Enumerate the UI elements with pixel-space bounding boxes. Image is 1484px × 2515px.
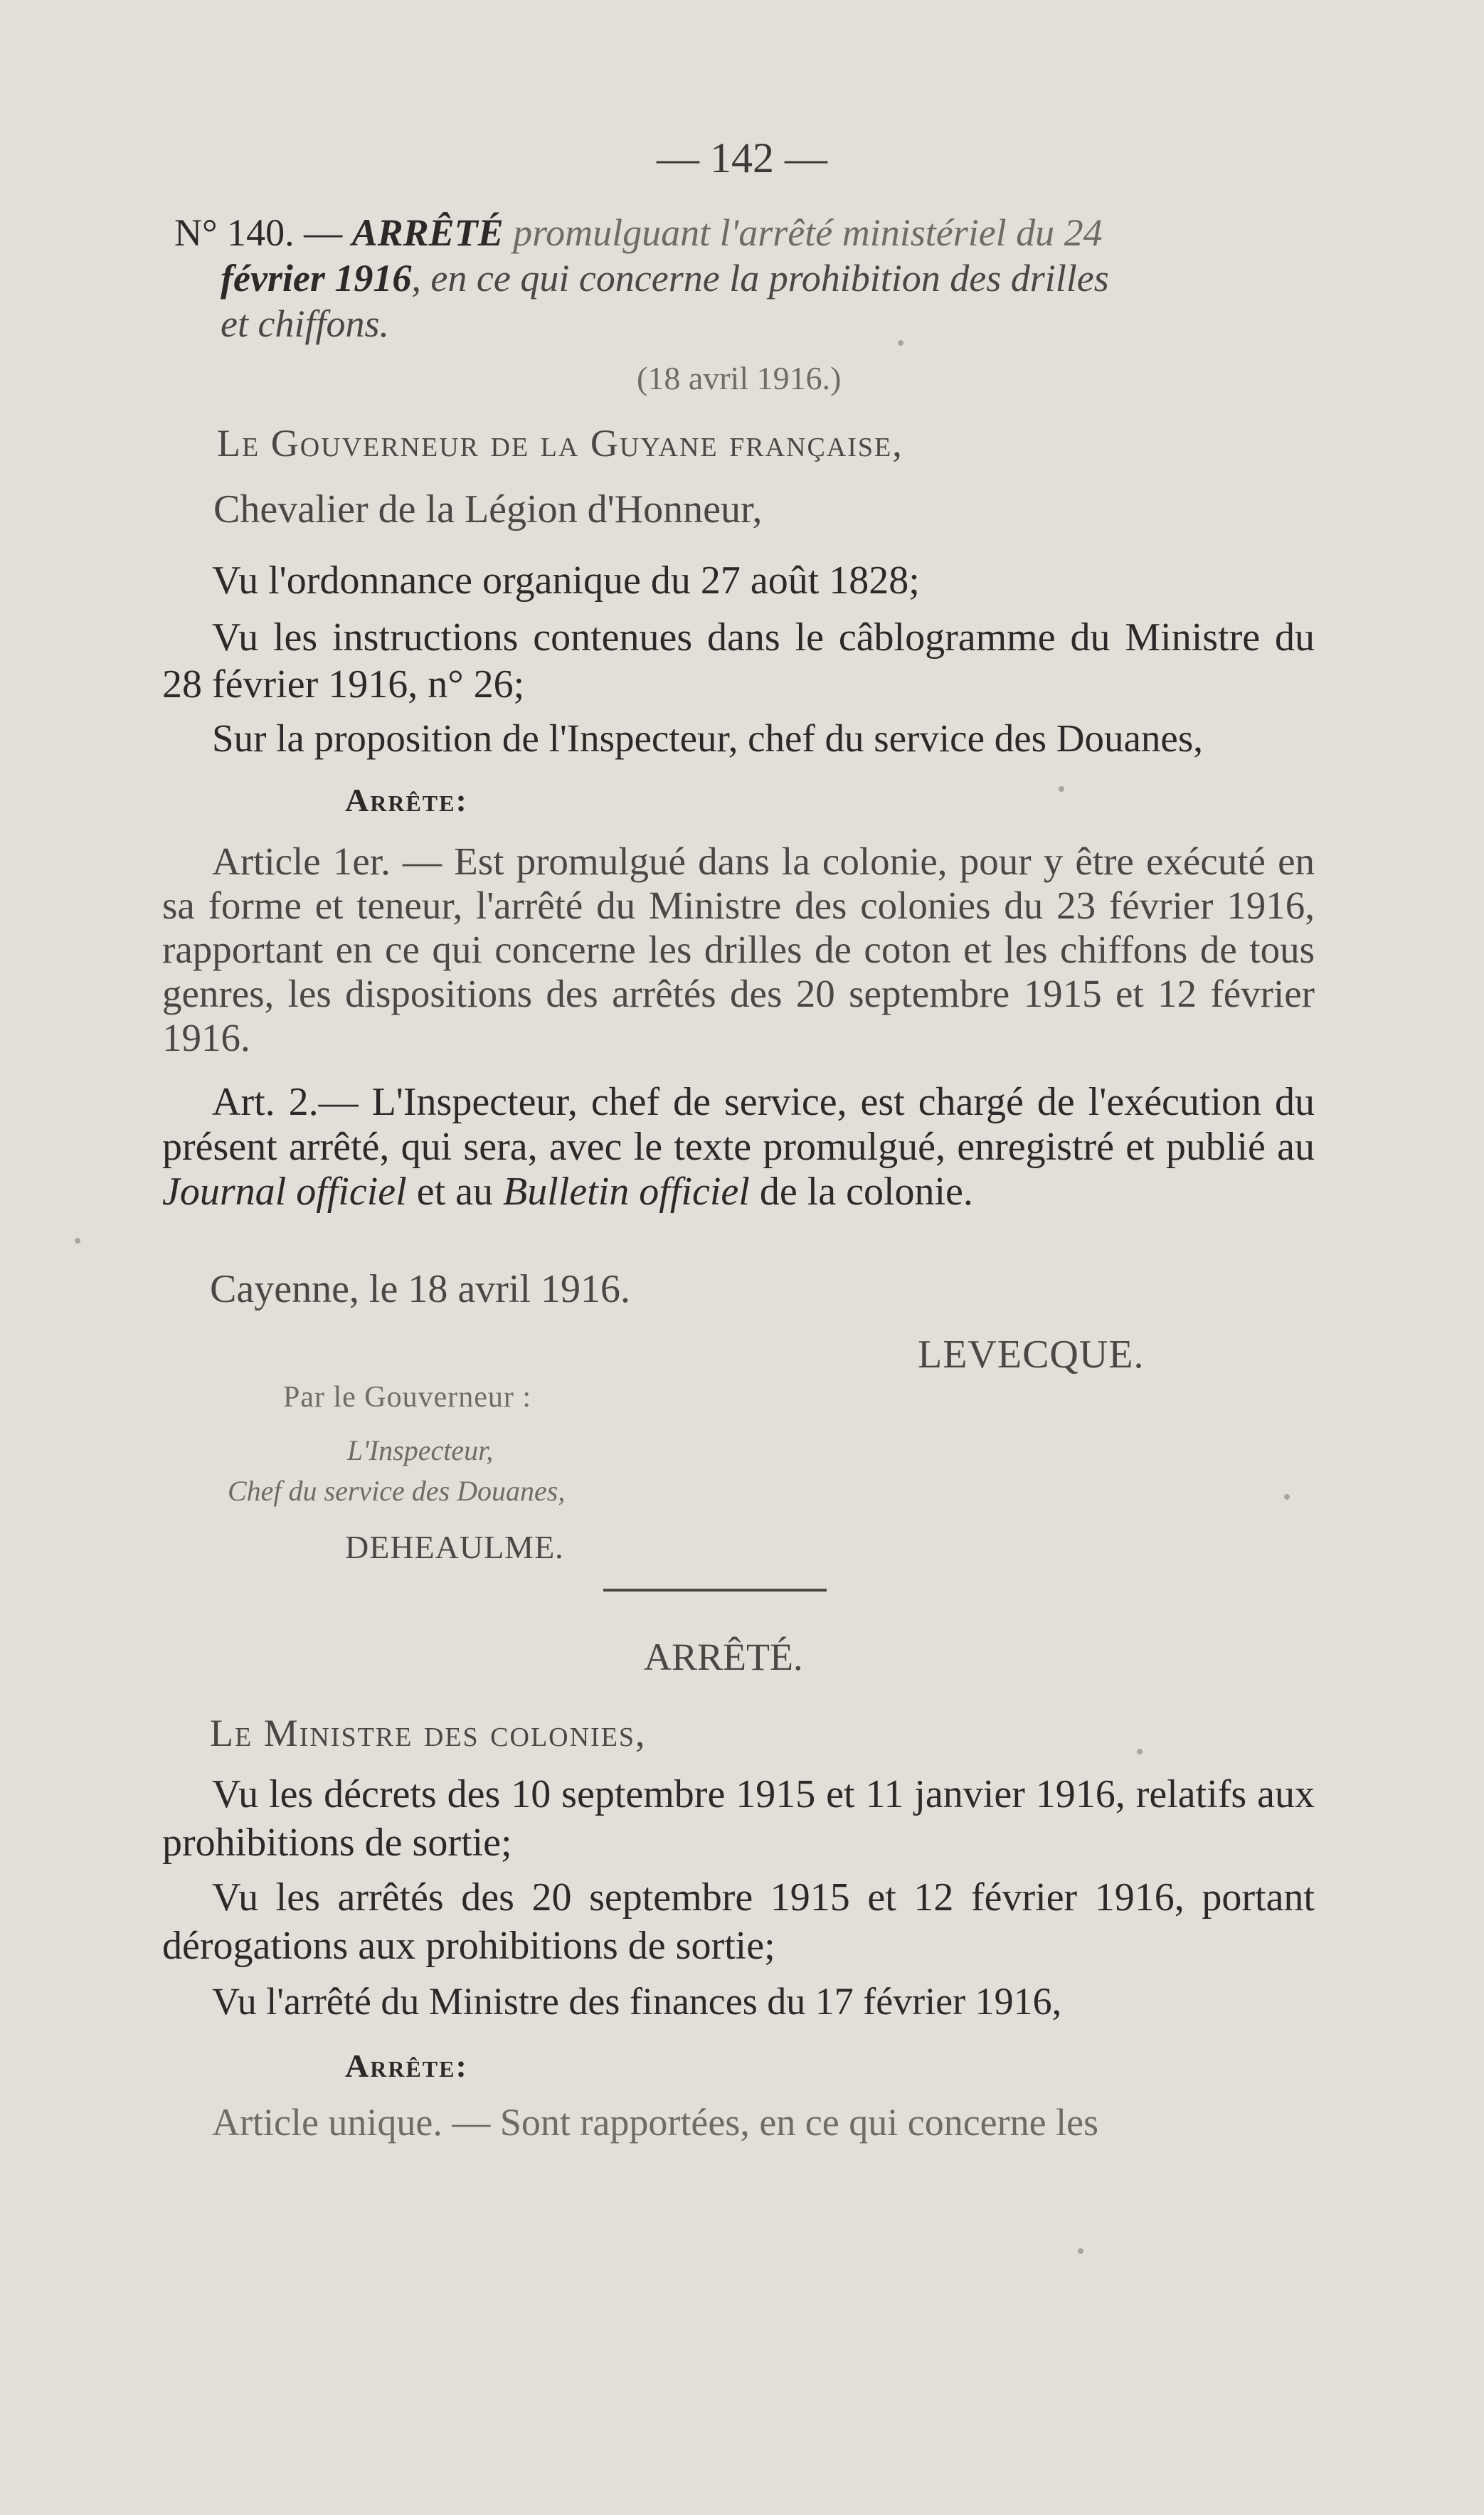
order-number: N° 140. [174,211,295,254]
paper-speck [1059,786,1064,792]
minister-visa-1: Vu les décrets des 10 septembre 1915 et 11 janvier 1916, relatifs aux prohibitions de sortie; [162,1772,1315,1865]
article-1: Article 1er. — Est promulgué dans la colonie, pour y être exécuté en sa forme et teneur, l'arrêté du Ministre des colonies du 23 février 1916, rapportant en ce qui concerne les drilles de coton et les chiffons de tous genres, les dispositions des arrêtés des 20 septembre 1915 et 12 février 1916. [162,840,1315,1059]
order-title: ARRÊTÉ [351,211,504,254]
minister-visa-3: Vu l'arrêté du Ministre des finances du 17 février 1916, [212,1980,1062,2023]
inspecteur-title: L'Inspecteur, [347,1434,494,1466]
page-number: — 142 — [657,134,827,181]
minister-intro: Le Ministre des colonies, [210,1712,647,1754]
paper-speck [898,340,903,346]
visa-1: Vu l'ordonnance organique du 27 août 1828; [212,558,920,603]
par-le-gouverneur: Par le Gouverneur : [283,1381,532,1414]
arrete-label-2: Arrête: [345,2048,468,2084]
section-divider [603,1589,827,1592]
paper-speck [1137,1749,1143,1754]
signature: LEVECQUE. [918,1333,1145,1377]
second-heading: ARRÊTÉ. [644,1636,803,1678]
paper-speck [1284,1494,1290,1500]
article-2: Art. 2.— L'Inspecteur, chef de service, est chargé de l'exécution du présent arrêté, qui sera, avec le texte promulgué, enregistré et publié au Journal officiel et au Bulletin officiel de la colonie. [162,1080,1315,1214]
paper-speck [1078,2248,1083,2254]
inspecteur-name: DEHEAULME. [345,1529,564,1565]
minister-visa-2: Vu les arrêtés des 20 septembre 1915 et 12 février 1916, portant dérogations aux prohibitions de sortie; [162,1875,1315,1968]
visa-2: Vu les instructions contenues dans le câblogramme du Ministre du 28 février 1916, n° 26; [162,615,1315,706]
inspecteur-service: Chef du service des Douanes, [228,1475,566,1507]
arrete-label-1: Arrête: [345,782,468,818]
place-date: Cayenne, le 18 avril 1916. [210,1267,630,1311]
governor-intro: Le Gouverneur de la Guyane française, [217,422,903,465]
order-heading: N° 140. — ARRÊTÉ promulguant l'arrêté ministériel du 24 février 1916, en ce qui concerne la prohibition des drilles et chiffons. [174,211,1109,345]
visa-3: Sur la proposition de l'Inspecteur, chef du service des Douanes, [212,716,1203,760]
journal-officiel: Journal officiel [162,1170,407,1214]
paper-speck [75,1238,80,1244]
article-unique: Article unique. — Sont rapportées, en ce qui concerne les [212,2101,1099,2144]
order-date: (18 avril 1916.) [637,360,842,396]
governor-title: Chevalier de la Légion d'Honneur, [213,487,763,531]
bulletin-officiel: Bulletin officiel [503,1170,750,1214]
